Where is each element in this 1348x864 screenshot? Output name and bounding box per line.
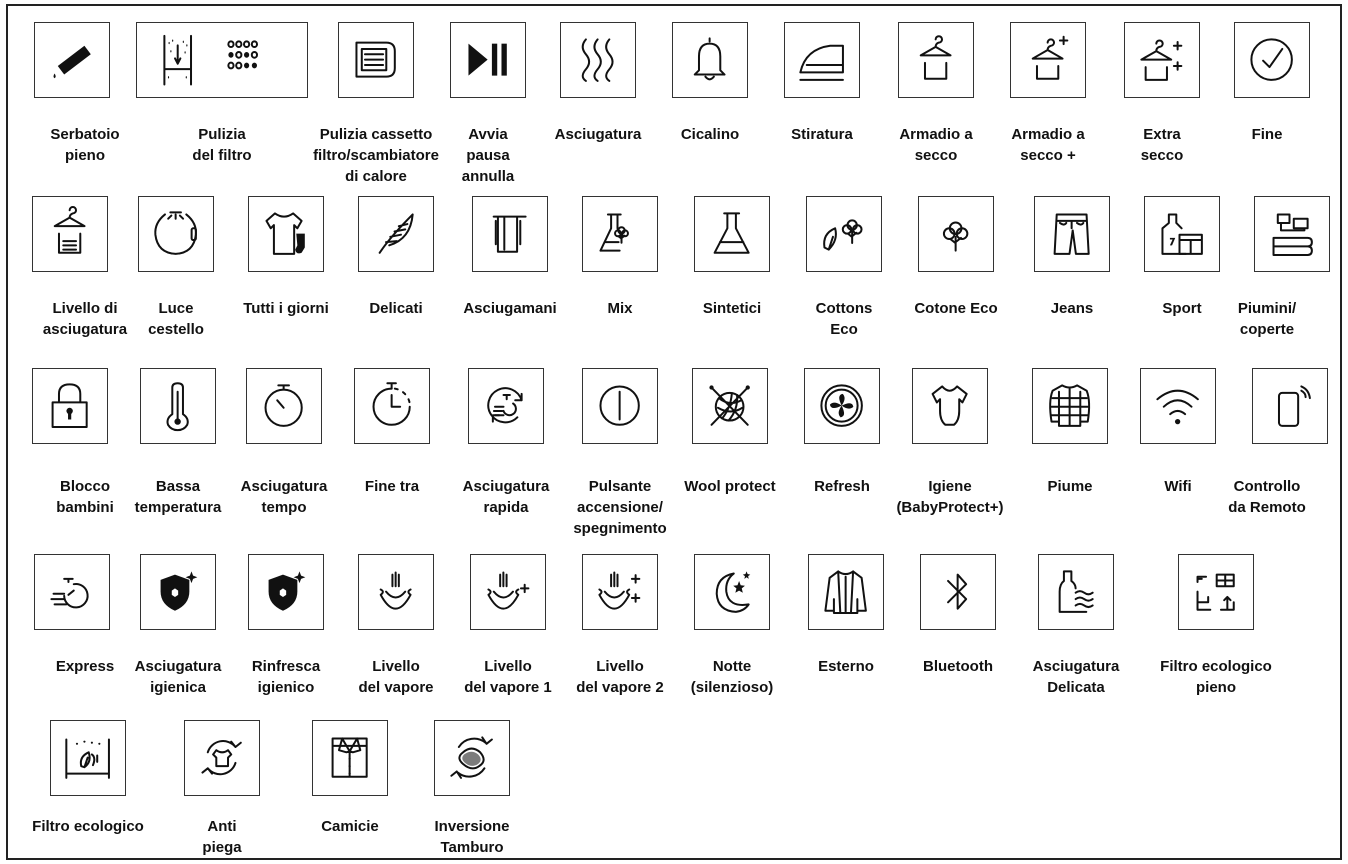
padlock-icon [32,368,108,444]
drum-reverse-icon [434,720,510,796]
symbol-label: Livello del vapore 2 [576,658,664,696]
hanger-icon [898,22,974,98]
symbol-label: Filtro ecologico pieno [1160,658,1272,696]
symbol-label: Anti piega [202,818,242,856]
flask-cotton-icon [582,196,658,272]
quick-dry-icon [468,368,544,444]
symbol-label: Cottons Eco [815,300,873,338]
symbol-label: Luce cestello [148,300,204,338]
hanger-plus-plus-icon [1124,22,1200,98]
symbol-label: Piumini/ coperte [1237,300,1297,338]
symbol-label: Camicie [321,818,379,835]
symbol-label: Avvia pausa annulla [461,126,515,185]
bluetooth-icon [920,554,996,630]
flask-icon [694,196,770,272]
shirt-icon [312,720,388,796]
jeans-icon [1034,196,1110,272]
moon-stars-icon [694,554,770,630]
hanger-plus-icon [1010,22,1086,98]
symbol-label: Piume [1047,478,1093,495]
sport-shirt-icon [1144,196,1220,272]
symbol-label: Filtro ecologico [32,818,144,835]
symbol-label: Wool protect [684,478,776,495]
leaf-cotton-icon [806,196,882,272]
eco-filter-icon [50,720,126,796]
symbol-label: Livello del vapore 1 [464,658,552,696]
iron-icon [784,22,860,98]
symbol-label: Wifi [1164,478,1192,495]
symbol-label: Armadio a secco [899,126,973,164]
symbol-label: Controllo da Remoto [1228,478,1306,516]
symbol-label: Inversione Tamburo [434,818,510,856]
symbol-label: Pulizia cassetto filtro/scambiatore di calore [313,126,439,185]
symbol-label: Stiratura [791,126,853,143]
shield-sparkle-icon [248,554,324,630]
symbol-label: Cotone Eco [914,300,998,317]
symbol-label: Serbatoio pieno [50,126,120,164]
jacket-icon [808,554,884,630]
bell-icon [672,22,748,98]
duvet-icon [1254,196,1330,272]
shirt-sock-icon [248,196,324,272]
symbol-label: Tutti i giorni [243,300,329,317]
symbol-label: Pulsante accensione/ spegnimento [573,478,667,537]
feather-icon [358,196,434,272]
anti-crease-icon [184,720,260,796]
steam-icon [358,554,434,630]
shield-sparkle-icon [140,554,216,630]
power-icon [582,368,658,444]
play-pause-icon [450,22,526,98]
tank-full-icon [34,22,110,98]
symbol-label: Fine tra [364,478,420,495]
symbol-label: Bluetooth [923,658,993,675]
symbol-label: Refresh [814,478,870,495]
eco-filter-full-icon [1178,554,1254,630]
symbol-label: Fine [1251,126,1283,143]
wifi-icon [1140,368,1216,444]
drum-light-icon [138,196,214,272]
stopwatch-icon [246,368,322,444]
symbol-label: Igiene (BabyProtect+) [896,478,1004,516]
symbol-label: Delicati [369,300,423,317]
end-timer-icon [354,368,430,444]
symbol-label: Sport [1162,300,1202,317]
symbol-label: Sintetici [702,300,762,317]
steam-plus-plus-icon [582,554,658,630]
symbol-label: Asciugatura [554,126,642,143]
fan-icon [804,368,880,444]
baby-bodysuit-icon [912,368,988,444]
symbol-label: Armadio a secco + [1011,126,1085,164]
check-circle-icon [1234,22,1310,98]
remote-phone-icon [1252,368,1328,444]
symbol-label: Notte (silenzioso) [690,658,774,696]
down-jacket-icon [1032,368,1108,444]
express-icon [34,554,110,630]
symbol-label: Express [55,658,115,675]
symbol-label: Asciugatura rapida [462,478,550,516]
cotton-icon [918,196,994,272]
thermometer-icon [140,368,216,444]
symbol-label: Rinfresca igienico [251,658,321,696]
symbol-legend-sheet [6,4,1342,860]
symbol-label: Mix [607,300,633,317]
drying-icon [560,22,636,98]
filter-cleaning-icon [136,22,308,98]
symbol-label: Asciugatura Delicata [1032,658,1120,696]
symbol-label: Pulizia del filtro [192,126,252,164]
symbol-label: Extra secco [1140,126,1184,164]
symbol-label: Blocco bambini [56,478,114,516]
symbol-label: Asciugatura tempo [240,478,328,516]
drawer-filter-icon [338,22,414,98]
yarn-ball-icon [692,368,768,444]
symbol-label: Cicalino [680,126,740,143]
steam-plus-icon [470,554,546,630]
towel-icon [472,196,548,272]
symbol-label: Livello del vapore [358,658,434,696]
hanger-level-icon [32,196,108,272]
symbol-label: Bassa temperatura [134,478,222,516]
delicate-dry-icon [1038,554,1114,630]
symbol-label: Asciugatura igienica [134,658,222,696]
symbol-label: Asciugamani [463,300,557,317]
symbol-label: Livello di asciugatura [42,300,128,338]
symbol-label: Jeans [1050,300,1094,317]
symbol-label: Esterno [818,658,874,675]
